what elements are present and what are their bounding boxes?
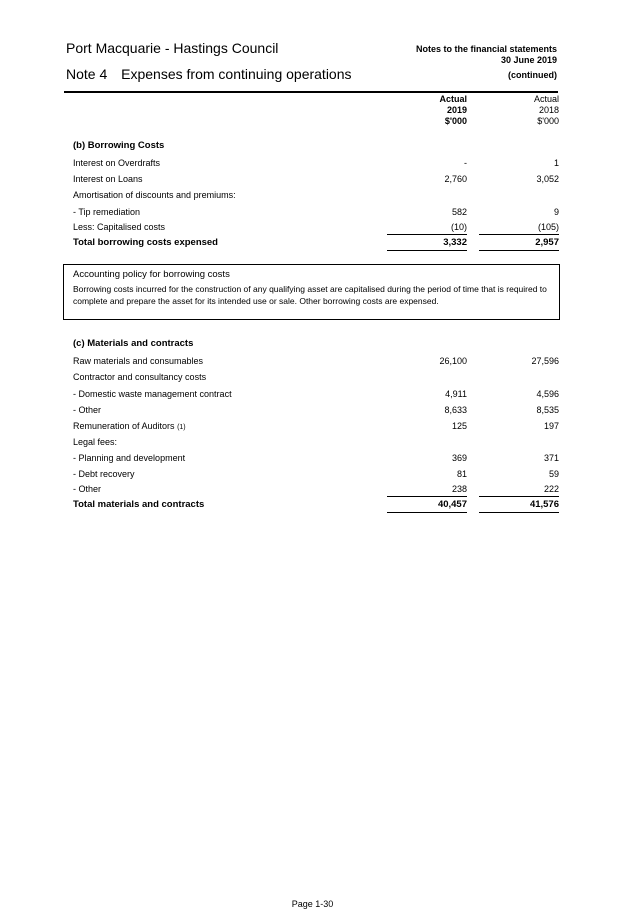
- table-row: [73, 220, 559, 234]
- table-row: [73, 156, 559, 170]
- footnote-marker: (1): [177, 424, 186, 431]
- table-row: [73, 370, 559, 384]
- row-label: - Other: [73, 484, 102, 494]
- row-label: - Domestic waste management contract: [73, 389, 232, 399]
- subtotal-rule-2019: [387, 234, 467, 235]
- page-number: Page 1-30: [291, 899, 334, 909]
- continued-label: (continued): [508, 70, 557, 80]
- total-2018: 41,576: [529, 499, 559, 510]
- value-2018: (105): [537, 222, 559, 232]
- value-2019: 26,100: [439, 356, 467, 366]
- total-2019: 40,457: [437, 499, 467, 510]
- policy-text: Borrowing costs incurred for the construction of any qualifying asset are capitalised during the period of time that is required to complete and prepare the asset for its intended use or sale. Other borrowing costs are expensed.: [73, 284, 547, 306]
- column-2019-line2: 2019: [446, 105, 467, 115]
- row-label: Less: Capitalised costs: [73, 222, 166, 232]
- materials-contracts-heading: (c) Materials and contracts: [73, 338, 194, 349]
- value-2018: 1: [553, 158, 559, 168]
- row-label: - Tip remediation: [73, 207, 141, 217]
- total-row: [73, 498, 559, 512]
- total-rule-2018: [479, 250, 559, 251]
- auditors-label: Remuneration of Auditors: [73, 421, 175, 431]
- total-rule-2019: [387, 250, 467, 251]
- value-2019: 8,633: [444, 405, 467, 415]
- total-2019: 3,332: [443, 237, 467, 248]
- row-label: Interest on Loans: [73, 174, 143, 184]
- row-label: Legal fees:: [73, 437, 118, 447]
- subtotal-rule-2018: [479, 496, 559, 497]
- value-2018: 59: [548, 469, 559, 479]
- row-label: Amortisation of discounts and premiums:: [73, 190, 236, 200]
- value-2019: 2,760: [444, 174, 467, 184]
- note-heading: [66, 66, 352, 82]
- total-label: Total borrowing costs expensed: [73, 237, 218, 248]
- value-2018: 3,052: [536, 174, 559, 184]
- value-2019: -: [464, 158, 467, 168]
- value-2018: 9: [553, 207, 559, 217]
- total-row: [73, 236, 559, 250]
- value-2019: 125: [451, 421, 467, 431]
- value-2018: 371: [543, 453, 559, 463]
- value-2018: 197: [543, 421, 559, 431]
- table-row: [73, 451, 559, 465]
- policy-title: Accounting policy for borrowing costs: [73, 269, 230, 280]
- note-title: Expenses from continuing operations: [121, 66, 352, 82]
- column-2018-line2: 2018: [538, 105, 559, 115]
- subtotal-rule-2019: [387, 496, 467, 497]
- borrowing-costs-heading: (b) Borrowing Costs: [73, 140, 165, 151]
- statement-date: 30 June 2019: [500, 55, 557, 65]
- total-2018: 2,957: [535, 237, 559, 248]
- table-row: [73, 205, 559, 219]
- value-2019: 369: [451, 453, 467, 463]
- table-row: [73, 419, 559, 433]
- value-2019: 582: [451, 207, 467, 217]
- council-name: Port Macquarie - Hastings Council: [66, 40, 279, 56]
- row-label: [73, 419, 186, 435]
- table-row: [73, 467, 559, 481]
- total-rule-2018: [479, 512, 559, 513]
- row-label: Interest on Overdrafts: [73, 158, 161, 168]
- total-rule-2019: [387, 512, 467, 513]
- value-2018: 27,596: [531, 356, 559, 366]
- row-label: - Other: [73, 405, 102, 415]
- column-2018-line3: $'000: [537, 116, 559, 126]
- table-row: [73, 188, 559, 202]
- column-2019-line3: $'000: [444, 116, 467, 126]
- column-2019-line1: Actual: [439, 94, 467, 104]
- accounting-policy-box: [63, 264, 560, 320]
- header-divider: [64, 91, 558, 93]
- value-2019: 238: [451, 484, 467, 494]
- row-label: - Debt recovery: [73, 469, 135, 479]
- table-row: [73, 387, 559, 401]
- statement-label: [416, 44, 557, 66]
- row-label: - Planning and development: [73, 453, 186, 463]
- subtotal-rule-2018: [479, 234, 559, 235]
- table-row: [73, 435, 559, 449]
- table-row: [73, 354, 559, 368]
- column-2018-line1: Actual: [533, 94, 559, 104]
- table-row: [73, 482, 559, 496]
- table-row: [73, 172, 559, 186]
- value-2018: 4,596: [536, 389, 559, 399]
- total-label: Total materials and contracts: [73, 499, 205, 510]
- note-number: Note 4: [66, 66, 108, 82]
- notes-label: Notes to the financial statements: [415, 44, 557, 54]
- column-header-2019: [387, 94, 467, 127]
- value-2018: 222: [543, 484, 559, 494]
- table-row: [73, 403, 559, 417]
- column-header-2018: [479, 94, 559, 127]
- row-label: Contractor and consultancy costs: [73, 372, 207, 382]
- value-2019: (10): [450, 222, 467, 232]
- row-label: Raw materials and consumables: [73, 356, 204, 366]
- value-2019: 81: [456, 469, 467, 479]
- value-2019: 4,911: [445, 389, 467, 399]
- value-2018: 8,535: [536, 405, 559, 415]
